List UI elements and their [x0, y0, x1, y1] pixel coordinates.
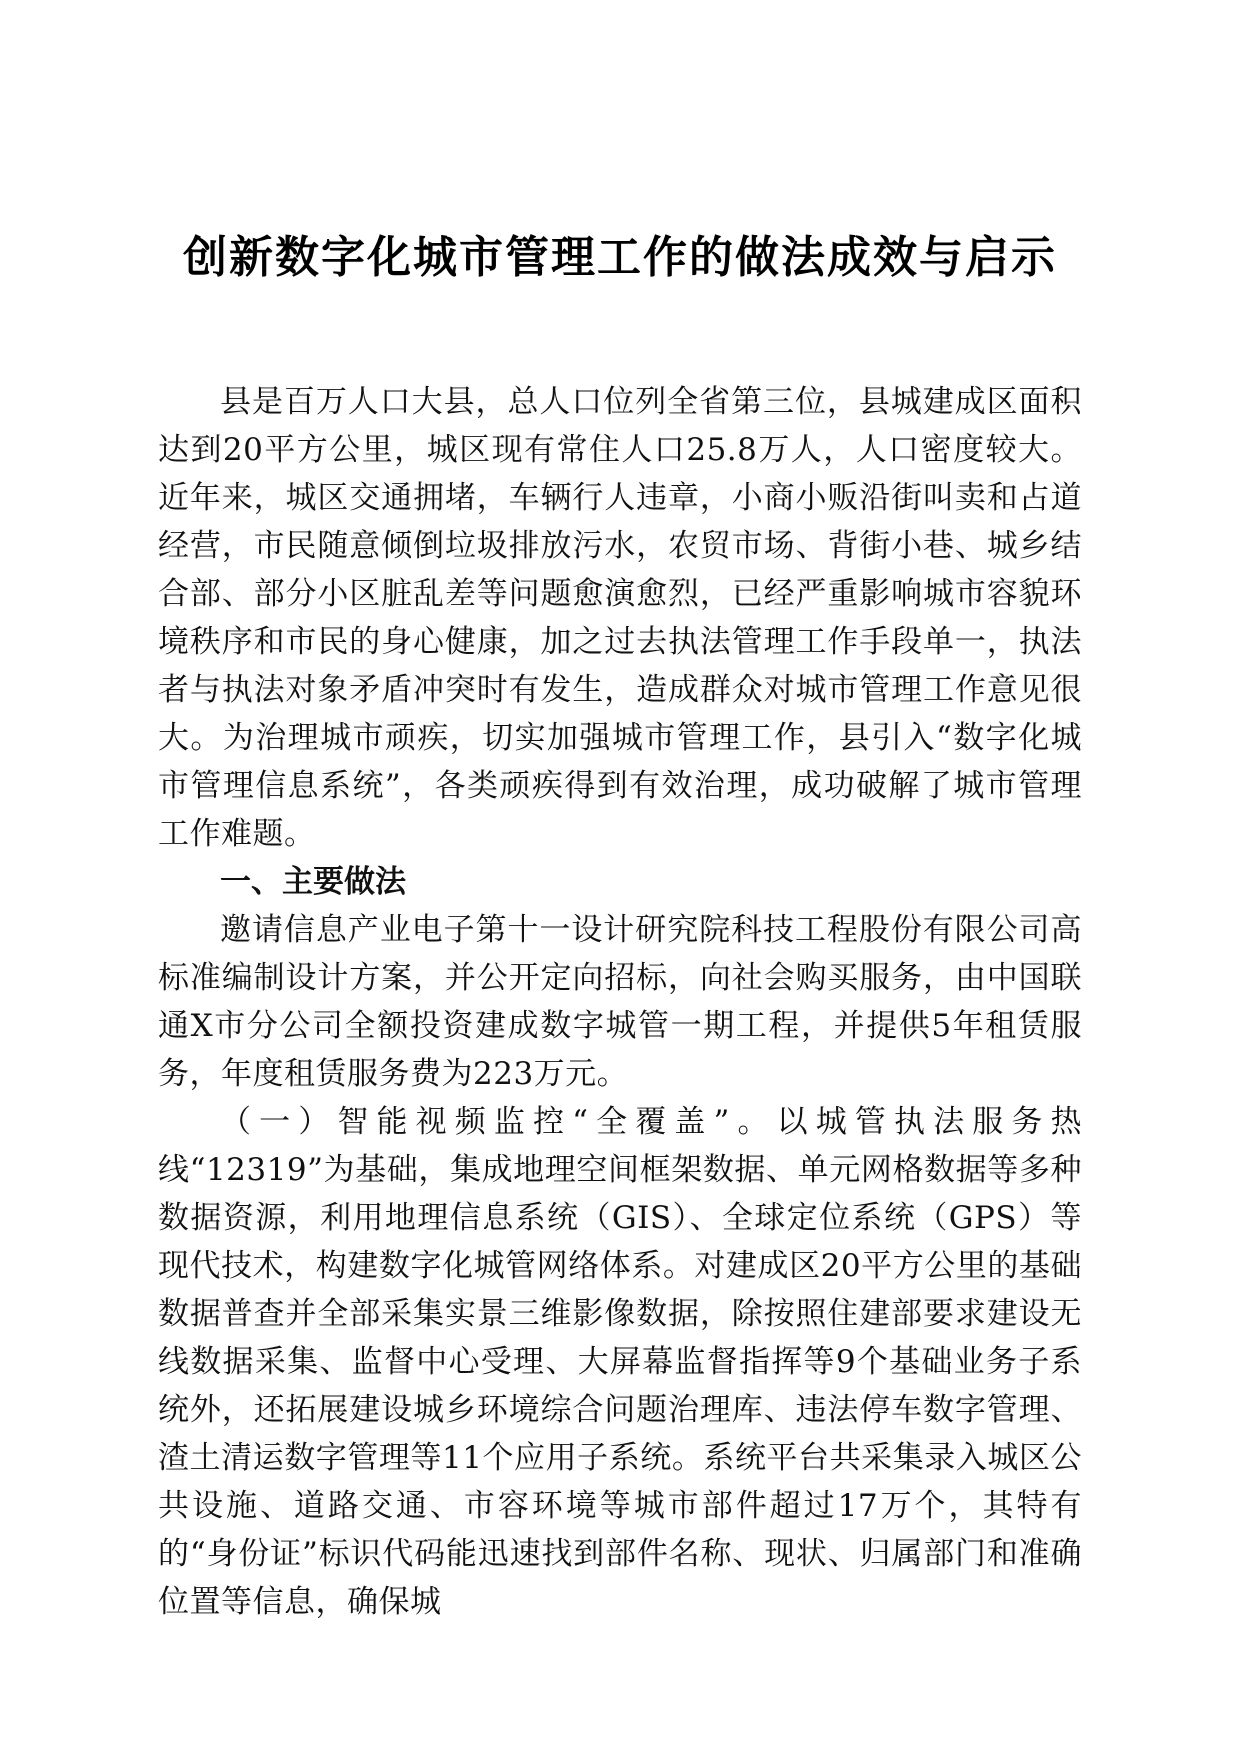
- intro-paragraph: 县是百万人口大县，总人口位列全省第三位，县城建成区面积达到20平方公里，城区现有常住人口25.8万人，人口密度较大。近年来，城区交通拥堵，车辆行人违章，小商小贩沿街叫卖和占道经营，市民随意倾倒垃圾排放污水，农贸市场、背街小巷、城乡结合部、部分小区脏乱差等问题愈演愈烈，已经严重影响城市容貌环境秩序和市民的身心健康，加之过去执法管理工作手段单一，执法者与执法对象矛盾冲突时有发生，造成群众对城市管理工作意见很大。为治理城市顽疾，切实加强城市管理工作，县引入“数字化城市管理信息系统”，各类顽疾得到有效治理，成功破解了城市管理工作难题。: [158, 384, 1082, 852]
- video-monitoring-paragraph: （一）智能视频监控“全覆盖”。以城管执法服务热线“12319”为基础，集成地理空间框架数据、单元网格数据等多种数据资源，利用地理信息系统（GIS）、全球定位系统（GPS）等现代技术，构建数字化城管网络体系。对建成区20平方公里的基础数据普查并全部采集实景三维影像数据，除按照住建部要求建设无线数据采集、监督中心受理、大屏幕监督指挥等9个基础业务子系统外，还拓展建设城乡环境综合问题治理库、违法停车数字管理、渣土清运数字管理等11个应用子系统。系统平台共采集录入城区公共设施、道路交通、市容环境等城市部件超过17万个，其特有的“身份证”标识代码能迅速找到部件名称、现状、归属部门和准确位置等信息，确保城: [158, 1104, 1082, 1620]
- section-heading-main-practices: 一、主要做法: [220, 864, 406, 900]
- practice-paragraph: 邀请信息产业电子第十一设计研究院科技工程股份有限公司高标准编制设计方案，并公开定向招标，向社会购买服务，由中国联通X市分公司全额投资建成数字城管一期工程，并提供5年租赁服务，年度租赁服务费为223万元。: [158, 912, 1082, 1092]
- document-title: 创新数字化城市管理工作的做法成效与启示: [183, 232, 1057, 283]
- document-body: [158, 378, 1082, 1626]
